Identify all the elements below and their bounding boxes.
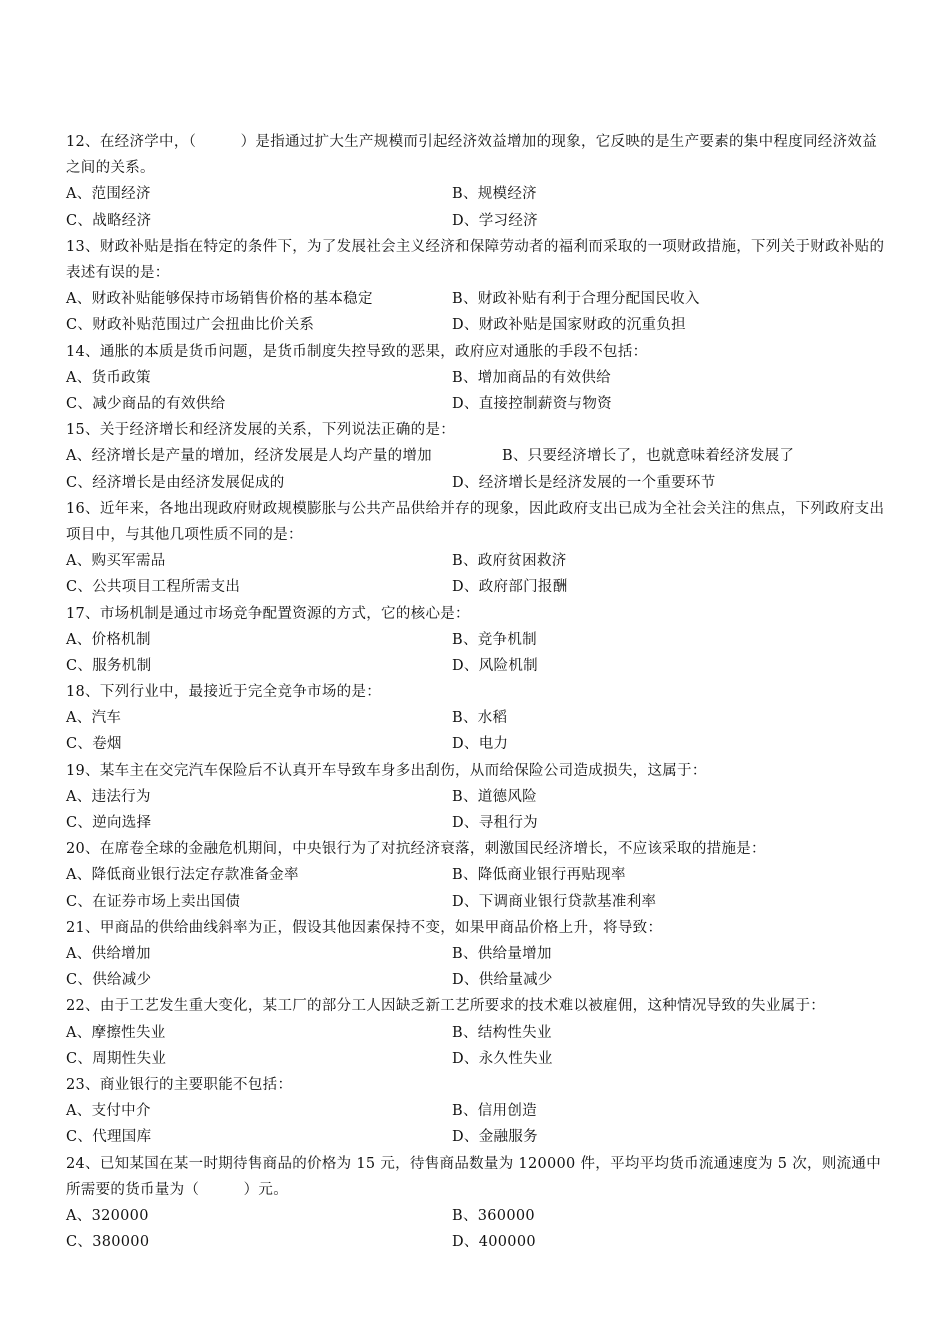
option-d: D、永久性失业 bbox=[452, 1050, 553, 1067]
option-c: C、在证券市场上卖出国债 bbox=[66, 893, 241, 910]
option-a: A、支付中介 bbox=[66, 1103, 151, 1120]
option-c: C、减少商品的有效供给 bbox=[66, 395, 226, 412]
question-stem: 22、由于工艺发生重大变化，某工厂的部分工人因缺乏新工艺所要求的技术难以被雇佣，这种情况导致的失业属于： bbox=[66, 998, 826, 1015]
question-stem: 20、在席卷全球的金融危机期间，中央银行为了对抗经济衰落，刺激国民经济增长，不应该采取的措施是： bbox=[66, 841, 766, 858]
option-b: B、竞争机制 bbox=[452, 631, 537, 648]
option-d: D、经济增长是经济发展的一个重要环节 bbox=[452, 474, 716, 491]
option-d: D、寻租行为 bbox=[452, 815, 538, 832]
option-c: C、卷烟 bbox=[66, 736, 122, 753]
option-d: D、直接控制薪资与物资 bbox=[452, 395, 612, 412]
question-17 bbox=[66, 601, 886, 680]
option-d: D、风险机制 bbox=[452, 657, 538, 674]
option-c: C、供给减少 bbox=[66, 972, 152, 989]
question-13 bbox=[66, 234, 886, 339]
option-d: D、下调商业银行贷款基准利率 bbox=[452, 893, 657, 910]
option-a: A、货币政策 bbox=[66, 369, 151, 386]
option-b: B、信用创造 bbox=[452, 1103, 537, 1120]
option-c: C、战略经济 bbox=[66, 212, 152, 229]
option-d: D、学习经济 bbox=[452, 212, 538, 229]
question-18 bbox=[66, 679, 886, 758]
option-b: B、结构性失业 bbox=[452, 1024, 552, 1041]
option-b: B、降低商业银行再贴现率 bbox=[452, 867, 626, 884]
option-c: C、380000 bbox=[66, 1234, 150, 1251]
option-c: C、经济增长是由经济发展促成的 bbox=[66, 474, 285, 491]
option-a: A、价格机制 bbox=[66, 631, 151, 648]
option-b: B、财政补贴有利于合理分配国民收入 bbox=[452, 291, 700, 308]
option-d: D、400000 bbox=[452, 1234, 536, 1251]
option-b: B、供给量增加 bbox=[452, 946, 552, 963]
option-a: A、经济增长是产量的增加，经济发展是人均产量的增加 bbox=[66, 448, 432, 465]
option-a: A、供给增加 bbox=[66, 946, 151, 963]
question-stem: 23、商业银行的主要职能不包括： bbox=[66, 1076, 293, 1093]
option-b: B、水稻 bbox=[452, 710, 508, 727]
question-stem: 13、财政补贴是指在特定的条件下，为了发展社会主义经济和保障劳动者的福利而采取的一项财政措施，下列关于财政补贴的表述有误的是： bbox=[66, 238, 885, 281]
option-d: D、金融服务 bbox=[452, 1129, 538, 1146]
option-b: B、360000 bbox=[452, 1207, 535, 1224]
question-21 bbox=[66, 915, 886, 994]
option-a: A、降低商业银行法定存款准备金率 bbox=[66, 867, 299, 884]
option-c: C、代理国库 bbox=[66, 1129, 152, 1146]
question-16 bbox=[66, 496, 886, 601]
question-stem: 16、近年来，各地出现政府财政规模膨胀与公共产品供给并存的现象，因此政府支出已成为全社会关注的焦点，下列政府支出项目中，与其他几项性质不同的是： bbox=[66, 500, 885, 543]
question-12 bbox=[66, 129, 886, 234]
option-a: A、违法行为 bbox=[66, 788, 151, 805]
question-stem: 21、甲商品的供给曲线斜率为正，假设其他因素保持不变，如果甲商品价格上升，将导致： bbox=[66, 919, 663, 936]
question-stem: 15、关于经济增长和经济发展的关系，下列说法正确的是： bbox=[66, 422, 456, 439]
question-stem: 19、某车主在交完汽车保险后不认真开车导致车身多出刮伤，从而给保险公司造成损失，这属于： bbox=[66, 762, 707, 779]
option-d: D、财政补贴是国家财政的沉重负担 bbox=[452, 317, 686, 334]
question-stem: 12、在经济学中，（ ）是指通过扩大生产规模而引起经济效益增加的现象，它反映的是生产要素的集中程度同经济效益之间的关系。 bbox=[66, 134, 877, 177]
option-c: C、财政补贴范围过广会扭曲比价关系 bbox=[66, 317, 315, 334]
question-stem: 24、已知某国在某一时期待售商品的价格为 15 元，待售商品数量为 120000 件，平均平均货币流通速度为 5 次，则流通中所需要的货币量为（ ）元。 bbox=[66, 1155, 882, 1198]
question-23 bbox=[66, 1072, 886, 1151]
option-b: B、增加商品的有效供给 bbox=[452, 369, 611, 386]
option-b: B、政府贫困救济 bbox=[452, 553, 567, 570]
option-b: B、道德风险 bbox=[452, 788, 537, 805]
question-15 bbox=[66, 417, 886, 496]
question-stem: 14、通胀的本质是货币问题，是货币制度失控导致的恶果，政府应对通胀的手段不包括： bbox=[66, 343, 648, 360]
question-24 bbox=[66, 1151, 886, 1256]
option-a: A、购买军需品 bbox=[66, 553, 166, 570]
option-a: A、320000 bbox=[66, 1207, 149, 1224]
option-d: D、供给量减少 bbox=[452, 972, 553, 989]
question-stem: 18、下列行业中，最接近于完全竞争市场的是： bbox=[66, 684, 382, 701]
question-20 bbox=[66, 836, 886, 915]
option-c: C、公共项目工程所需支出 bbox=[66, 579, 241, 596]
option-d: D、电力 bbox=[452, 736, 509, 753]
option-b: B、规模经济 bbox=[452, 186, 537, 203]
option-a: A、汽车 bbox=[66, 710, 122, 727]
option-c: C、服务机制 bbox=[66, 657, 152, 674]
option-a: A、范围经济 bbox=[66, 186, 151, 203]
option-a: A、摩擦性失业 bbox=[66, 1024, 166, 1041]
option-c: C、周期性失业 bbox=[66, 1050, 167, 1067]
option-b: B、只要经济增长了，也就意味着经济发展了 bbox=[502, 448, 795, 465]
question-14 bbox=[66, 339, 886, 418]
option-c: C、逆向选择 bbox=[66, 815, 152, 832]
question-stem: 17、市场机制是通过市场竞争配置资源的方式，它的核心是： bbox=[66, 605, 470, 622]
question-list bbox=[66, 129, 886, 1255]
option-d: D、政府部门报酬 bbox=[452, 579, 568, 596]
option-a: A、财政补贴能够保持市场销售价格的基本稳定 bbox=[66, 291, 373, 308]
question-19 bbox=[66, 758, 886, 837]
question-22 bbox=[66, 993, 886, 1072]
